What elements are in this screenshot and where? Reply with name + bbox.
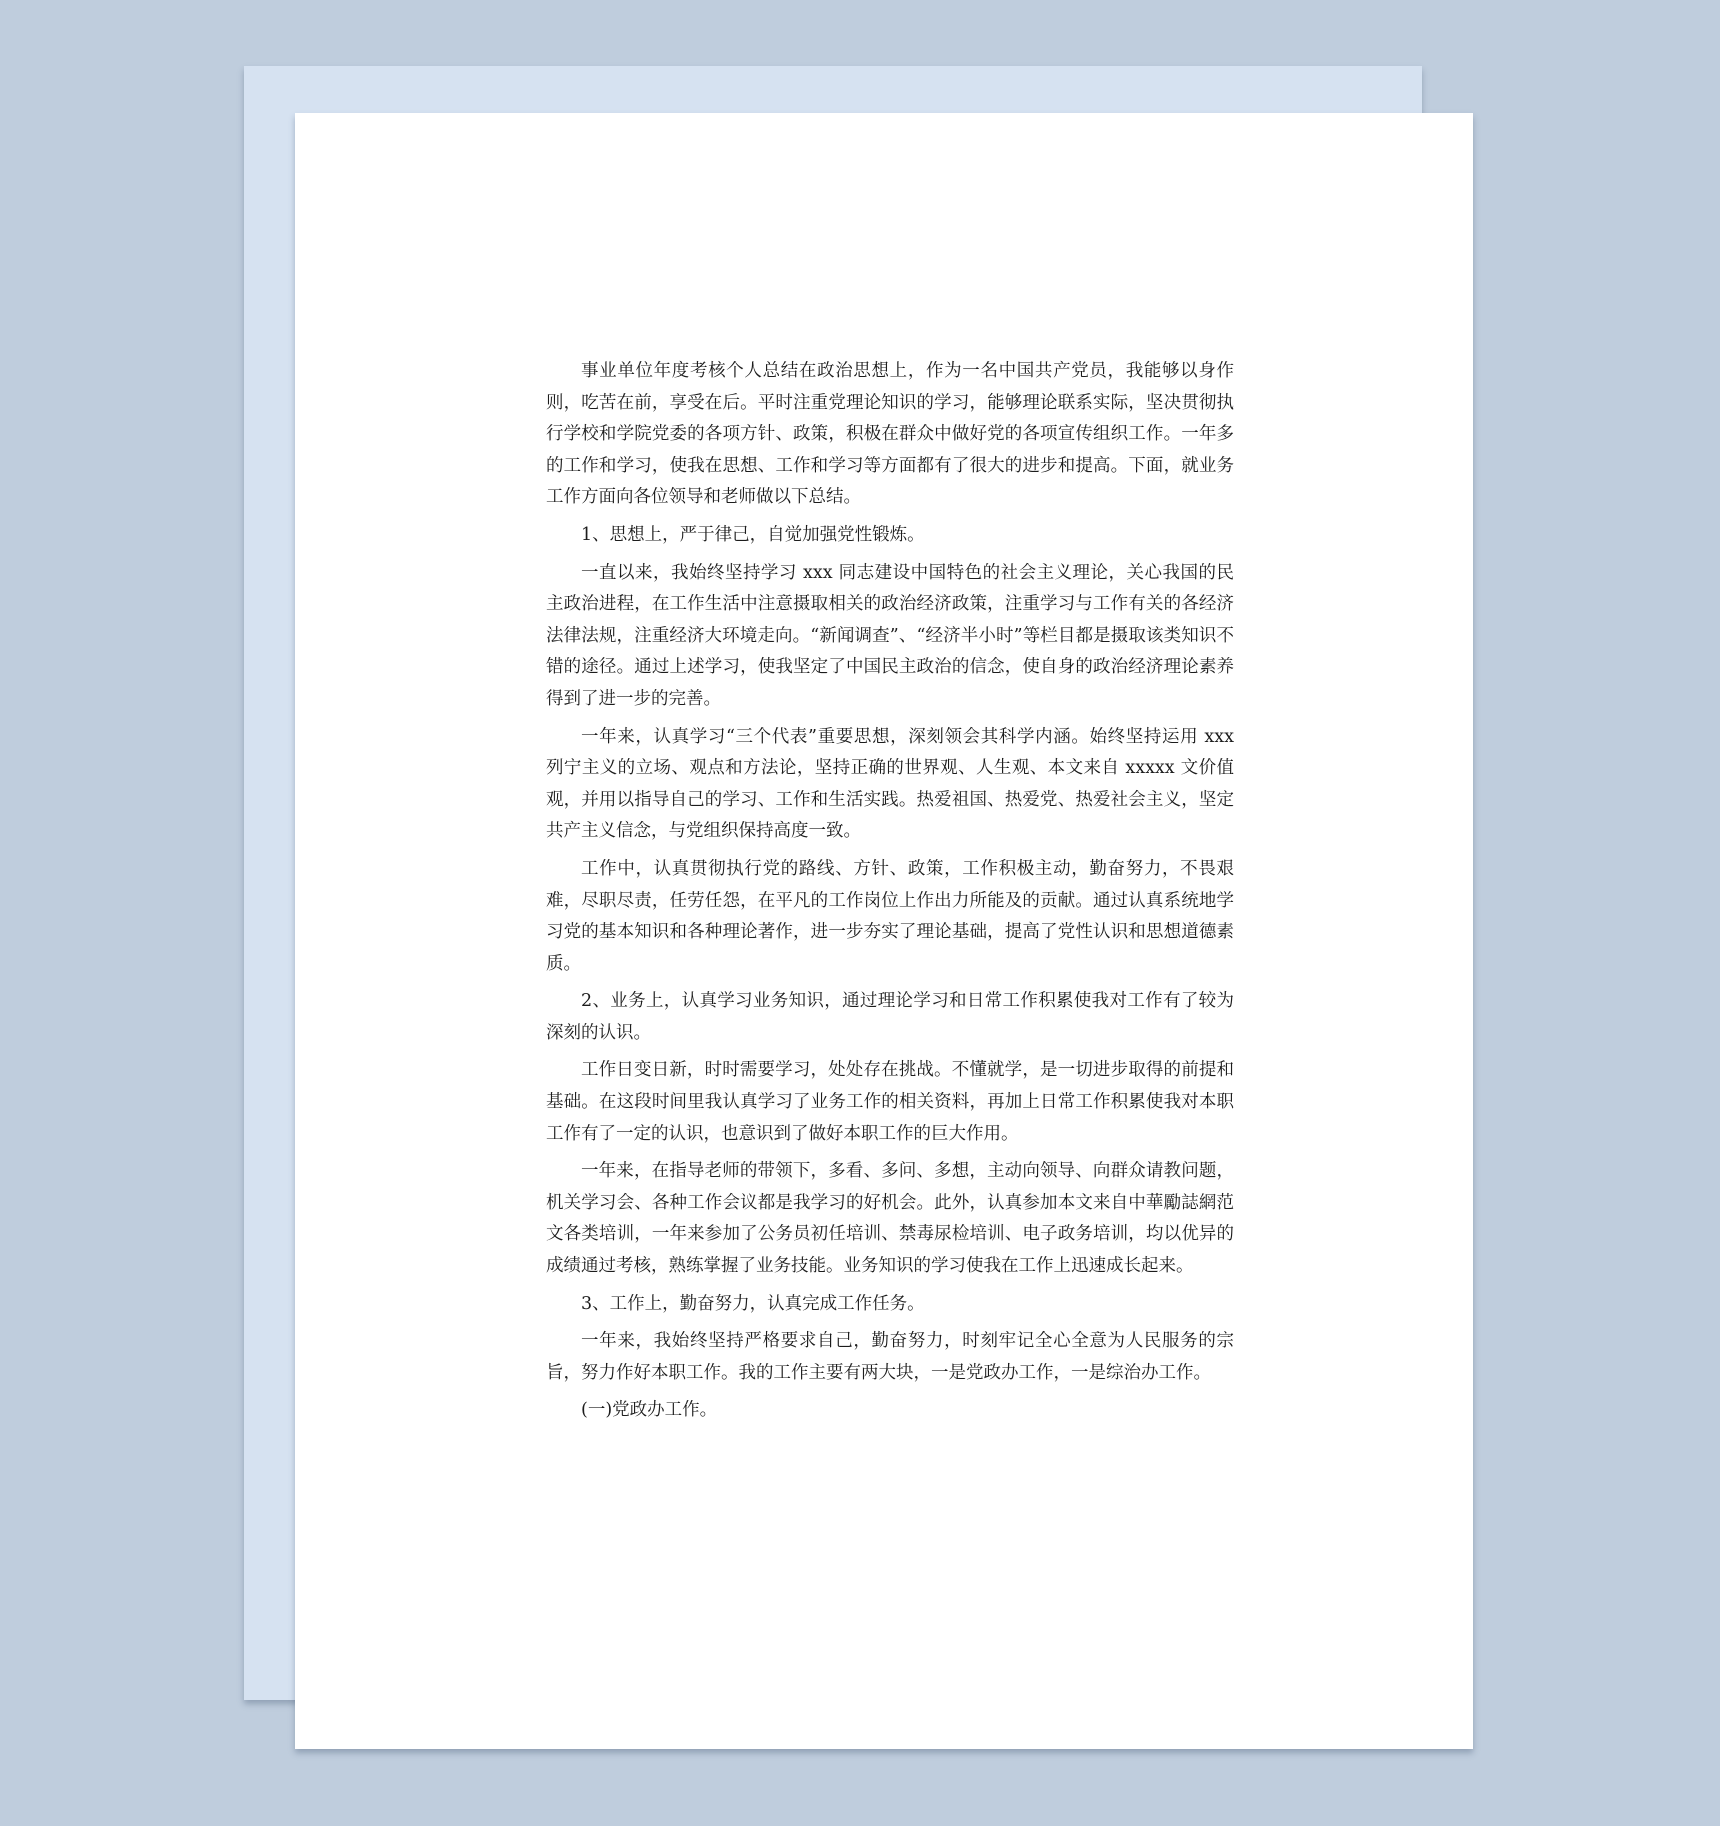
document-body (546, 356, 1234, 1433)
paragraph-training: 一年来，在指导老师的带领下，多看、多问、多想，主动向领导、向群众请教问题，机关学习会、各种工作会议都是我学习的好机会。此外，认真参加本文来自中華勵誌網范文各类培训，一年来参加了公务员初任培训、禁毒尿检培训、电子政务培训，均以优异的成绩通过考核，熟练掌握了业务技能。业务知识的学习使我在工作上迅速成长起来。 (546, 1161, 1234, 1277)
paragraph-theory-study: 一直以来，我始终坚持学习 xxx 同志建设中国特色的社会主义理论，关心我国的民主政治进程，在工作生活中注意摄取相关的政治经济政策，注重学习与工作有关的各经济法律法规，注重经济大环境走向。“新闻调查”、“经济半小时”等栏目都是摄取该类知识不错的途径。通过上述学习，使我坚定了中国民主政治的信念，使自身的政治经济理论素养得到了进一步的完善。 (546, 562, 1234, 709)
paragraph-learning: 工作日变日新，时时需要学习，处处存在挑战。不懂就学，是一切进步取得的前提和基础。在这段时间里我认真学习了业务工作的相关资料，再加上日常工作积累使我对本职工作有了一定的认识，也意识到了做好本职工作的巨大作用。 (546, 1060, 1234, 1144)
heading-2-business: 2、业务上，认真学习业务知识，通过理论学习和日常工作积累使我对工作有了较为深刻的认识。 (546, 991, 1234, 1043)
heading-1-thought: 1、思想上，严于律己，自觉加强党性锻炼。 (581, 524, 925, 545)
subheading-party-office: (一)党政办工作。 (581, 1400, 718, 1421)
paragraph-duties: 一年来，我始终坚持严格要求自己，勤奋努力，时刻牢记全心全意为人民服务的宗旨，努力作好本职工作。我的工作主要有两大块，一是党政办工作，一是综治办工作。 (546, 1331, 1234, 1383)
paragraph-three-represents: 一年来，认真学习“三个代表”重要思想，深刻领会其科学内涵。始终坚持运用 xxx 列宁主义的立场、观点和方法论，坚持正确的世界观、人生观、本文来自 xxxxx 文价值观，并用以指导自己的学习、工作和生活实践。热爱祖国、热爱党、热爱社会主义，坚定共产主义信念，与党组织保持高度一致。 (546, 726, 1234, 842)
paragraph-work-attitude: 工作中，认真贯彻执行党的路线、方针、政策，工作积极主动，勤奋努力，不畏艰难，尽职尽责，任劳任怨，在平凡的工作岗位上作出力所能及的贡献。通过认真系统地学习党的基本知识和各种理论著作，进一步夯实了理论基础，提高了党性认识和思想道德素质。 (546, 858, 1234, 974)
front-page-sheet (295, 113, 1473, 1749)
heading-3-work: 3、工作上，勤奋努力，认真完成工作任务。 (581, 1293, 925, 1314)
paragraph-intro: 事业单位年度考核个人总结在政治思想上，作为一名中国共产党员，我能够以身作则，吃苦在前，享受在后。平时注重党理论知识的学习，能够理论联系实际，坚决贯彻执行学校和学院党委的各项方针、政策，积极在群众中做好党的各项宣传组织工作。一年多的工作和学习，使我在思想、工作和学习等方面都有了很大的进步和提高。下面，就业务工作方面向各位领导和老师做以下总结。 (546, 361, 1234, 508)
